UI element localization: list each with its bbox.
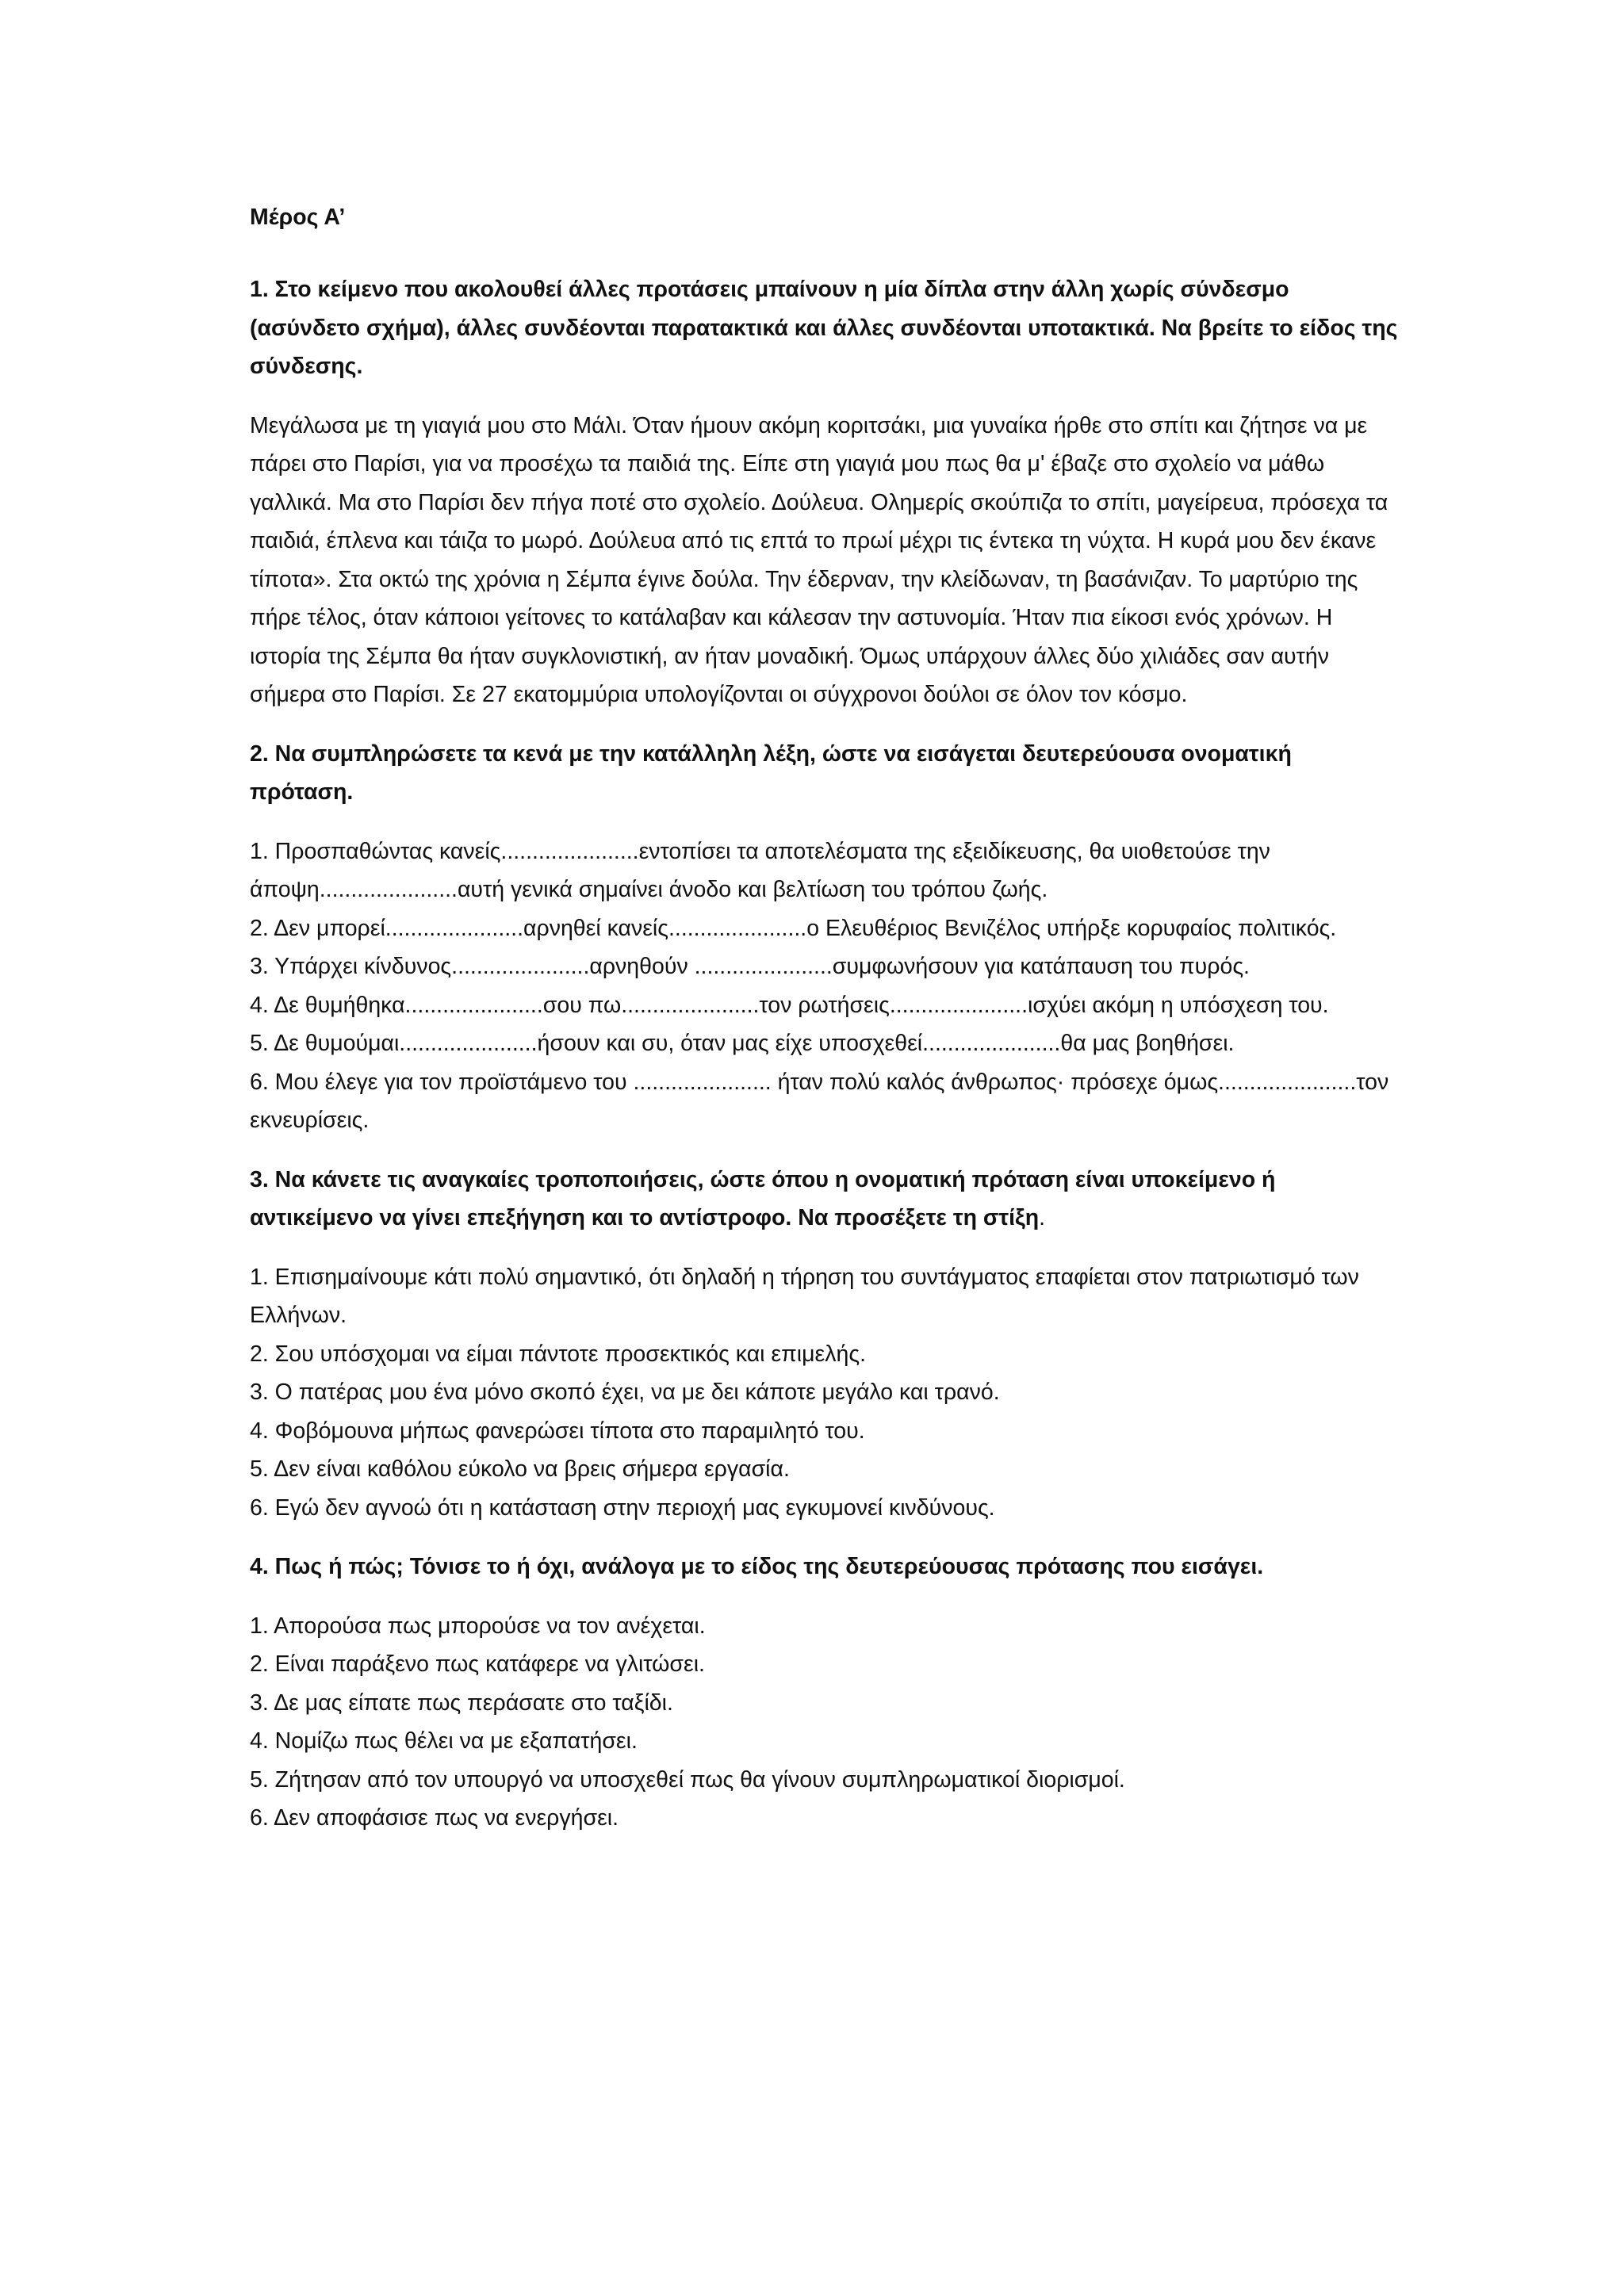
exercise-2-list: [250, 832, 1400, 1140]
list-item: 6. Εγώ δεν αγνοώ ότι η κατάσταση στην περιοχή μας εγκυμονεί κινδύνους.: [250, 1494, 995, 1521]
document-page: [250, 198, 1400, 1858]
list-item: 3. Ο πατέρας μου ένα μόνο σκοπό έχει, να με δει κάποτε μεγάλο και τρανό.: [250, 1380, 1000, 1405]
list-item: 5. Ζήτησαν από τον υπουργό να υποσχεθεί πως θα γίνουν συμπληρωματικοί διορισμοί.: [250, 1766, 1125, 1793]
exercise-1-heading: 1. Στο κείμενο που ακολουθεί άλλες προτάσεις μπαίνουν η μία δίπλα στην άλλη χωρίς σύνδεσμο (ασύνδετο σχήμα), άλλες συνδέονται παρατακτικά και άλλες συνδέονται υποτακτικά. Να βρείτε το είδος της σύνδεσης.: [250, 277, 1398, 379]
list-item: 6. Μου έλεγε για τον προϊστάμενο του ...................... ήταν πολύ καλός άνθρωπος· πρόσεχε όμως......................τον εκνευρίσεις.: [250, 1069, 1389, 1133]
list-item: 3. Υπάρχει κίνδυνος......................αρνηθούν ......................συμφωνήσουν για κατάπαυση του πυρός.: [250, 954, 1250, 979]
list-item: 6. Δεν αποφάσισε πως να ενεργήσει.: [250, 1805, 619, 1831]
list-item: 2. Δεν μπορεί......................αρνηθεί κανείς......................ο Ελευθέριος Βενιζέλος υπήρξε κορυφαίος πολιτικός.: [250, 915, 1337, 941]
exercise-3-list: [250, 1258, 1400, 1528]
list-item: 1. Επισημαίνουμε κάτι πολύ σημαντικό, ότι δηλαδή η τήρηση του συντάγματος επαφίεται στον πατριωτισμό των Ελλήνων.: [250, 1264, 1359, 1328]
list-item: 5. Δε θυμούμαι......................ήσουν και συ, όταν μας είχε υποσχεθεί......................θα μας βοηθήσει.: [250, 1031, 1235, 1056]
exercise-2-heading: 2. Να συμπληρώσετε τα κενά με την κατάλληλη λέξη, ώστε να εισάγεται δευτερεύουσα ονοματική πρόταση.: [250, 740, 1292, 805]
list-item: 4. Φοβόμουνα μήπως φανερώσει τίποτα στο παραμιλητό του.: [250, 1418, 865, 1444]
exercise-3-heading-text: 3. Να κάνετε τις αναγκαίες τροποποιήσεις, ώστε όπου η ονοματική πρόταση είναι υποκείμενο ή αντικείμενο να γίνει επεξήγηση και το αντίστροφο. Να προσέξετε τη στίξη: [250, 1166, 1276, 1230]
list-item: 5. Δεν είναι καθόλου εύκολο να βρεις σήμερα εργασία.: [250, 1456, 790, 1482]
list-item: 4. Νομίζω πως θέλει να με εξαπατήσει.: [250, 1728, 638, 1754]
exercise-4-heading: 4. Πως ή πώς; Τόνισε το ή όχι, ανάλογα με το είδος της δευτερεύουσας πρότασης που εισάγει.: [250, 1554, 1264, 1579]
list-item: 1. Προσπαθώντας κανείς......................εντοπίσει τα αποτελέσματα της εξειδίκευσης, θα υιοθετούσε την άποψη......................αυτή γενικά σημαίνει άνοδο και βελτίωση του τρόπου ζωής.: [250, 838, 1270, 902]
list-item: 2. Είναι παράξενο πως κατάφερε να γλιτώσει.: [250, 1651, 705, 1677]
exercise-3-heading: [250, 1161, 1400, 1238]
exercise-4: [250, 1548, 1400, 1838]
exercise-3-heading-period: .: [1039, 1205, 1046, 1230]
list-item: 2. Σου υπόσχομαι να είμαι πάντοτε προσεκτικός και επιμελής.: [250, 1341, 867, 1367]
exercise-1: [250, 270, 1400, 714]
exercise-4-list: [250, 1607, 1400, 1838]
page-title: Μέρος Α’: [250, 205, 346, 230]
list-item: 3. Δε μας είπατε πως περάσατε στο ταξίδι.: [250, 1689, 673, 1716]
exercise-3: [250, 1161, 1400, 1528]
list-item: 1. Απορούσα πως μπορούσε να τον ανέχεται.: [250, 1613, 706, 1639]
exercise-2: [250, 735, 1400, 1140]
list-item: 4. Δε θυμήθηκα......................σου πω......................τον ρωτήσεις......................ισχύει ακόμη η υπόσχεση του.: [250, 992, 1329, 1018]
exercise-1-text: Μεγάλωσα με τη γιαγιά μου στο Μάλι. Όταν ήμουν ακόμη κοριτσάκι, μια γυναίκα ήρθε στο σπίτι και ζήτησε να με πάρει στο Παρίσι, για να προσέχω τα παιδιά της. Είπε στη γιαγιά μου πως θα μ' έβαζε στο σχολείο να μάθω γαλλικά. Μα στο Παρίσι δεν πήγα ποτέ στο σχολείο. Δούλευα. Ολημερίς σκούπιζα το σπίτι, μαγείρευα, πρόσεχα τα παιδιά, έπλενα και τάιζα το μωρό. Δούλευα από τις επτά το πρωί μέχρι τις έντεκα τη νύχτα. Η κυρά μου δεν έκανε τίποτα». Στα οκτώ της χρόνια η Σέμπα έγινε δούλα. Την έδερναν, την κλείδωναν, τη βασάνιζαν. Το μαρτύριο της πήρε τέλος, όταν κάποιοι γείτονες το κατάλαβαν και κάλεσαν την αστυνομία. Ήταν πια είκοσι ενός χρόνων. Η ιστορία της Σέμπα θα ήταν συγκλονιστική, αν ήταν μοναδική. Όμως υπάρχουν άλλες δύο χιλιάδες σαν αυτήν σήμερα στο Παρίσι. Σε 27 εκατομμύρια υπολογίζονται οι σύγχρονοι δούλοι σε όλον τον κόσμο.: [250, 412, 1388, 707]
